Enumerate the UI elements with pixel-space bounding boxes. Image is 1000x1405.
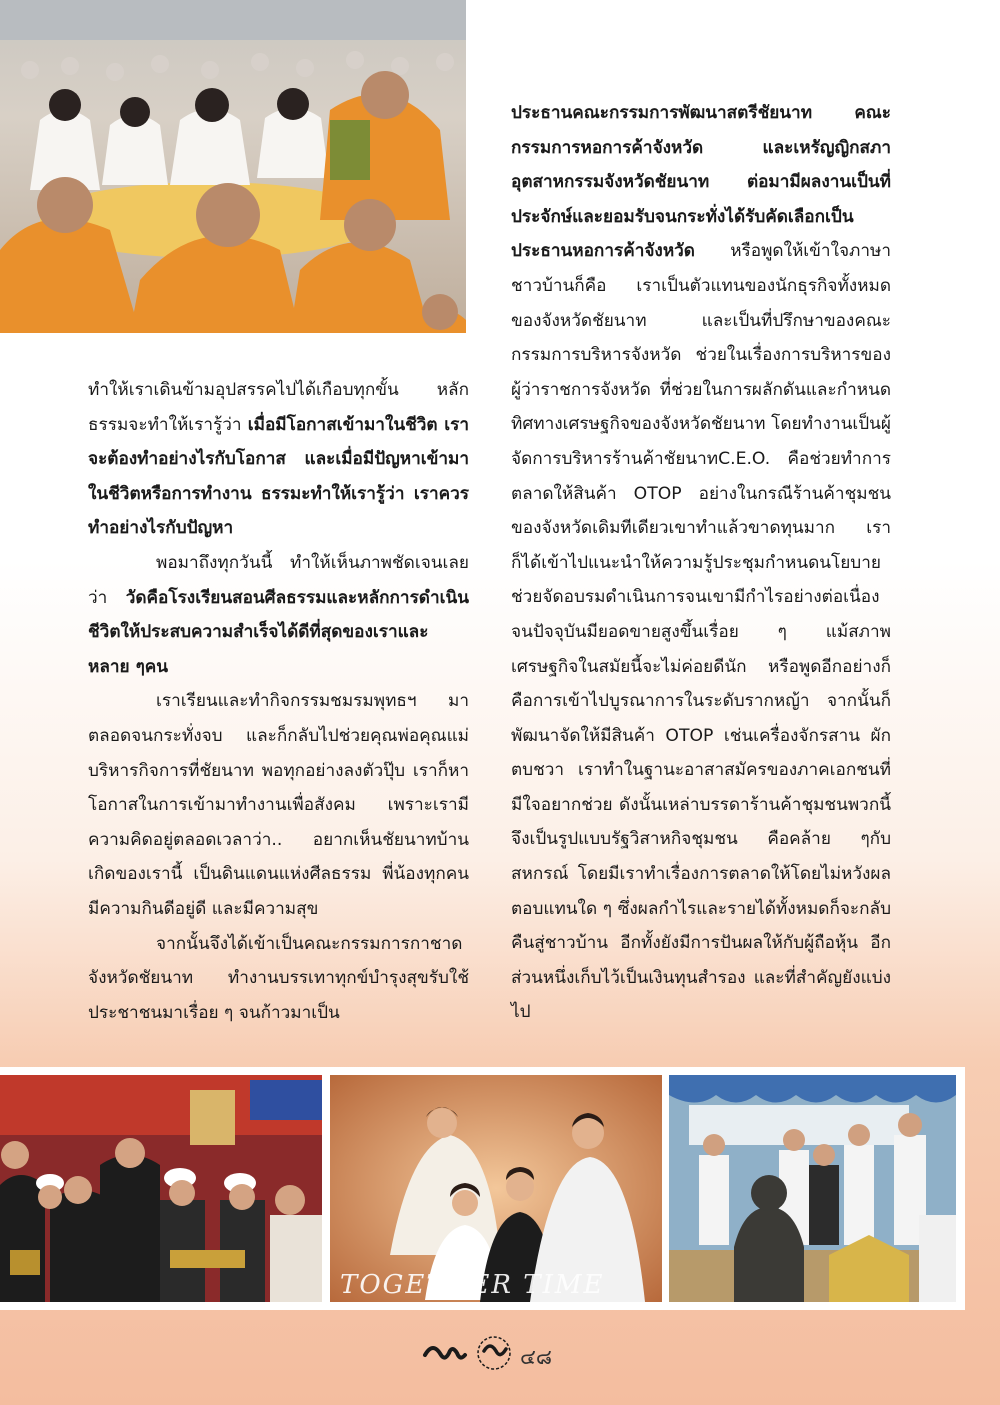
left-paragraph-2 [88,546,469,684]
left-p1-bold: เมื่อมีโอกาสเข้ามาในชีวิต เราจะต้องทำอย่างไรกับโอกาส และเมื่อมีปัญหาเข้ามาในชีวิตหรือการทำงาน ธรรมะทำให้เรารู้ว่า เราควรทำอย่างไรกับปัญหา [88,414,469,539]
page-footer [420,1333,590,1383]
page-number: ๔๘ [520,1345,553,1369]
right-paragraph-1 [511,96,891,1030]
bottom-photo-3-ceremony-statue [669,1075,956,1302]
left-text-column [88,373,469,1030]
top-photo-monks-ceremony [0,0,466,333]
left-paragraph-4: จากนั้นจึงได้เข้าเป็นคณะกรรมการกาชาดจังหวัดชัยนาท ทำงานบรรเทาทุกข์บำรุงสุขรับใช้ประชาชนมาเรื่อย ๆ จนก้าวมาเป็น [88,933,469,1023]
left-p2-text: พอมาถึงทุกวันนี้ ทำให้เห็นภาพชัดเจนเลยว่า [88,552,469,608]
bottom-photo-1-group-event [0,1075,322,1302]
left-paragraph-3: เราเรียนและทำกิจกรรมชมรมพุทธฯ มาตลอดจนกระทั่งจบ และก็กลับไปช่วยคุณพ่อคุณแม่บริหารกิจการที่ชัยนาท พอทุกอย่างลงตัวปุ๊บ เราก็หาโอกาสในการเข้ามาทำงานเพื่อสังคม เพราะเรามีความคิดอยู่ตลอดเวลาว่า.. อยากเห็นชัยนาทบ้านเกิดของเรานี้ เป็นดินแดนแห่งศีลธรรม พี่น้องทุกคนมีความกินดีอยู่ดี และมีความสุข [88,691,469,919]
left-paragraph-1 [88,373,469,546]
left-p2-bold: วัดคือโรงเรียนสอนศีลธรรมและหลักการดำเนินชีวิตให้ประสบความสำเร็จได้ดีที่สุดของเราและหลาย ๆคน [88,587,469,677]
photo-caption-together-time: TOGETHER TIME [340,1270,605,1300]
right-text-column [511,96,891,1030]
right-p1-bold: ประธานคณะกรรมการพัฒนาสตรีชัยนาท คณะกรรมการหอการค้าจังหวัด และเหรัญญิกสภาอุตสาหกรรมจังหวัดชัยนาท ต่อมามีผลงานเป็นที่ประจักษ์และยอมรับจนกระทั่งได้รับคัดเลือกเป็นประธานหอการค้าจังหวัด [511,103,891,262]
magazine-logo-icon [420,1333,515,1373]
right-p1-text: หรือพูดให้เข้าใจภาษาชาวบ้านก็คือ เราเป็นตัวแทนของนักธุรกิจทั้งหมดของจังหวัดชัยนาท และเป็นที่ปรึกษาของคณะกรรมการบริหารจังหวัด ช่วยในเรื่องการบริหารของผู้ว่าราชการจังหวัด ที่ช่วยในการผลักดันและกำหนดทิศทางเศรษฐกิจของจังหวัดชัยนาท โดยทำงานเป็นผู้จัดการบริหารร้านค้าชัยนาทC.E.O. คือช่วยทำการตลาดให้สินค้า OTOP อย่างในกรณีร้านค้าชุมชนของจังหวัดเดิมทีเดียวเขาทำแล้วขาดทุนมาก เราก็ได้เข้าไปแนะนำให้ความรู้ประชุมกำหนดนโยบาย ช่วยจัดอบรมดำเนินการจนเขามีกำไรอย่างต่อเนื่อง จนปัจจุบันมียอดขายสูงขึ้นเรื่อย ๆ แม้สภาพเศรษฐกิจในสมัยนี้จะไม่ค่อยดีนัก หรือพูดอีกอย่างก็คือการเข้าไปบูรณาการในระดับรากหญ้า จากนั้นก็พัฒนาจัดให้มีสินค้า OTOP เช่นเครื่องจักรสาน ผักตบชวา เราทำในฐานะอาสาสมัครของภาคเอกชนที่มีใจอยากช่วย ดังนั้นเหล่าบรรดาร้านค้าชุมชนพวกนี้ จึงเป็นรูปแบบรัฐวิสาหกิจชุมชน คือคล้าย ๆกับสหกรณ์ โดยมีเราทำเรื่องการตลาดให้โดยไม่หวังผลตอบแทนใด ๆ ซึ่งผลกำไรและรายได้ทั้งหมดก็จะกลับคืนสู่ชาวบ้าน อีกทั้งยังมีการปันผลให้กับผู้ถือหุ้น อีกส่วนหนึ่งเก็บไว้เป็นเงินทุนสำรอง และที่สำคัญยังแบ่งไป [511,241,891,1023]
left-p1-text: ทำให้เราเดินข้ามอุปสรรคไปได้เกือบทุกขั้น หลักธรรมจะทำให้เรารู้ว่า [88,380,469,435]
bottom-photo-2-family-portrait [330,1075,662,1302]
